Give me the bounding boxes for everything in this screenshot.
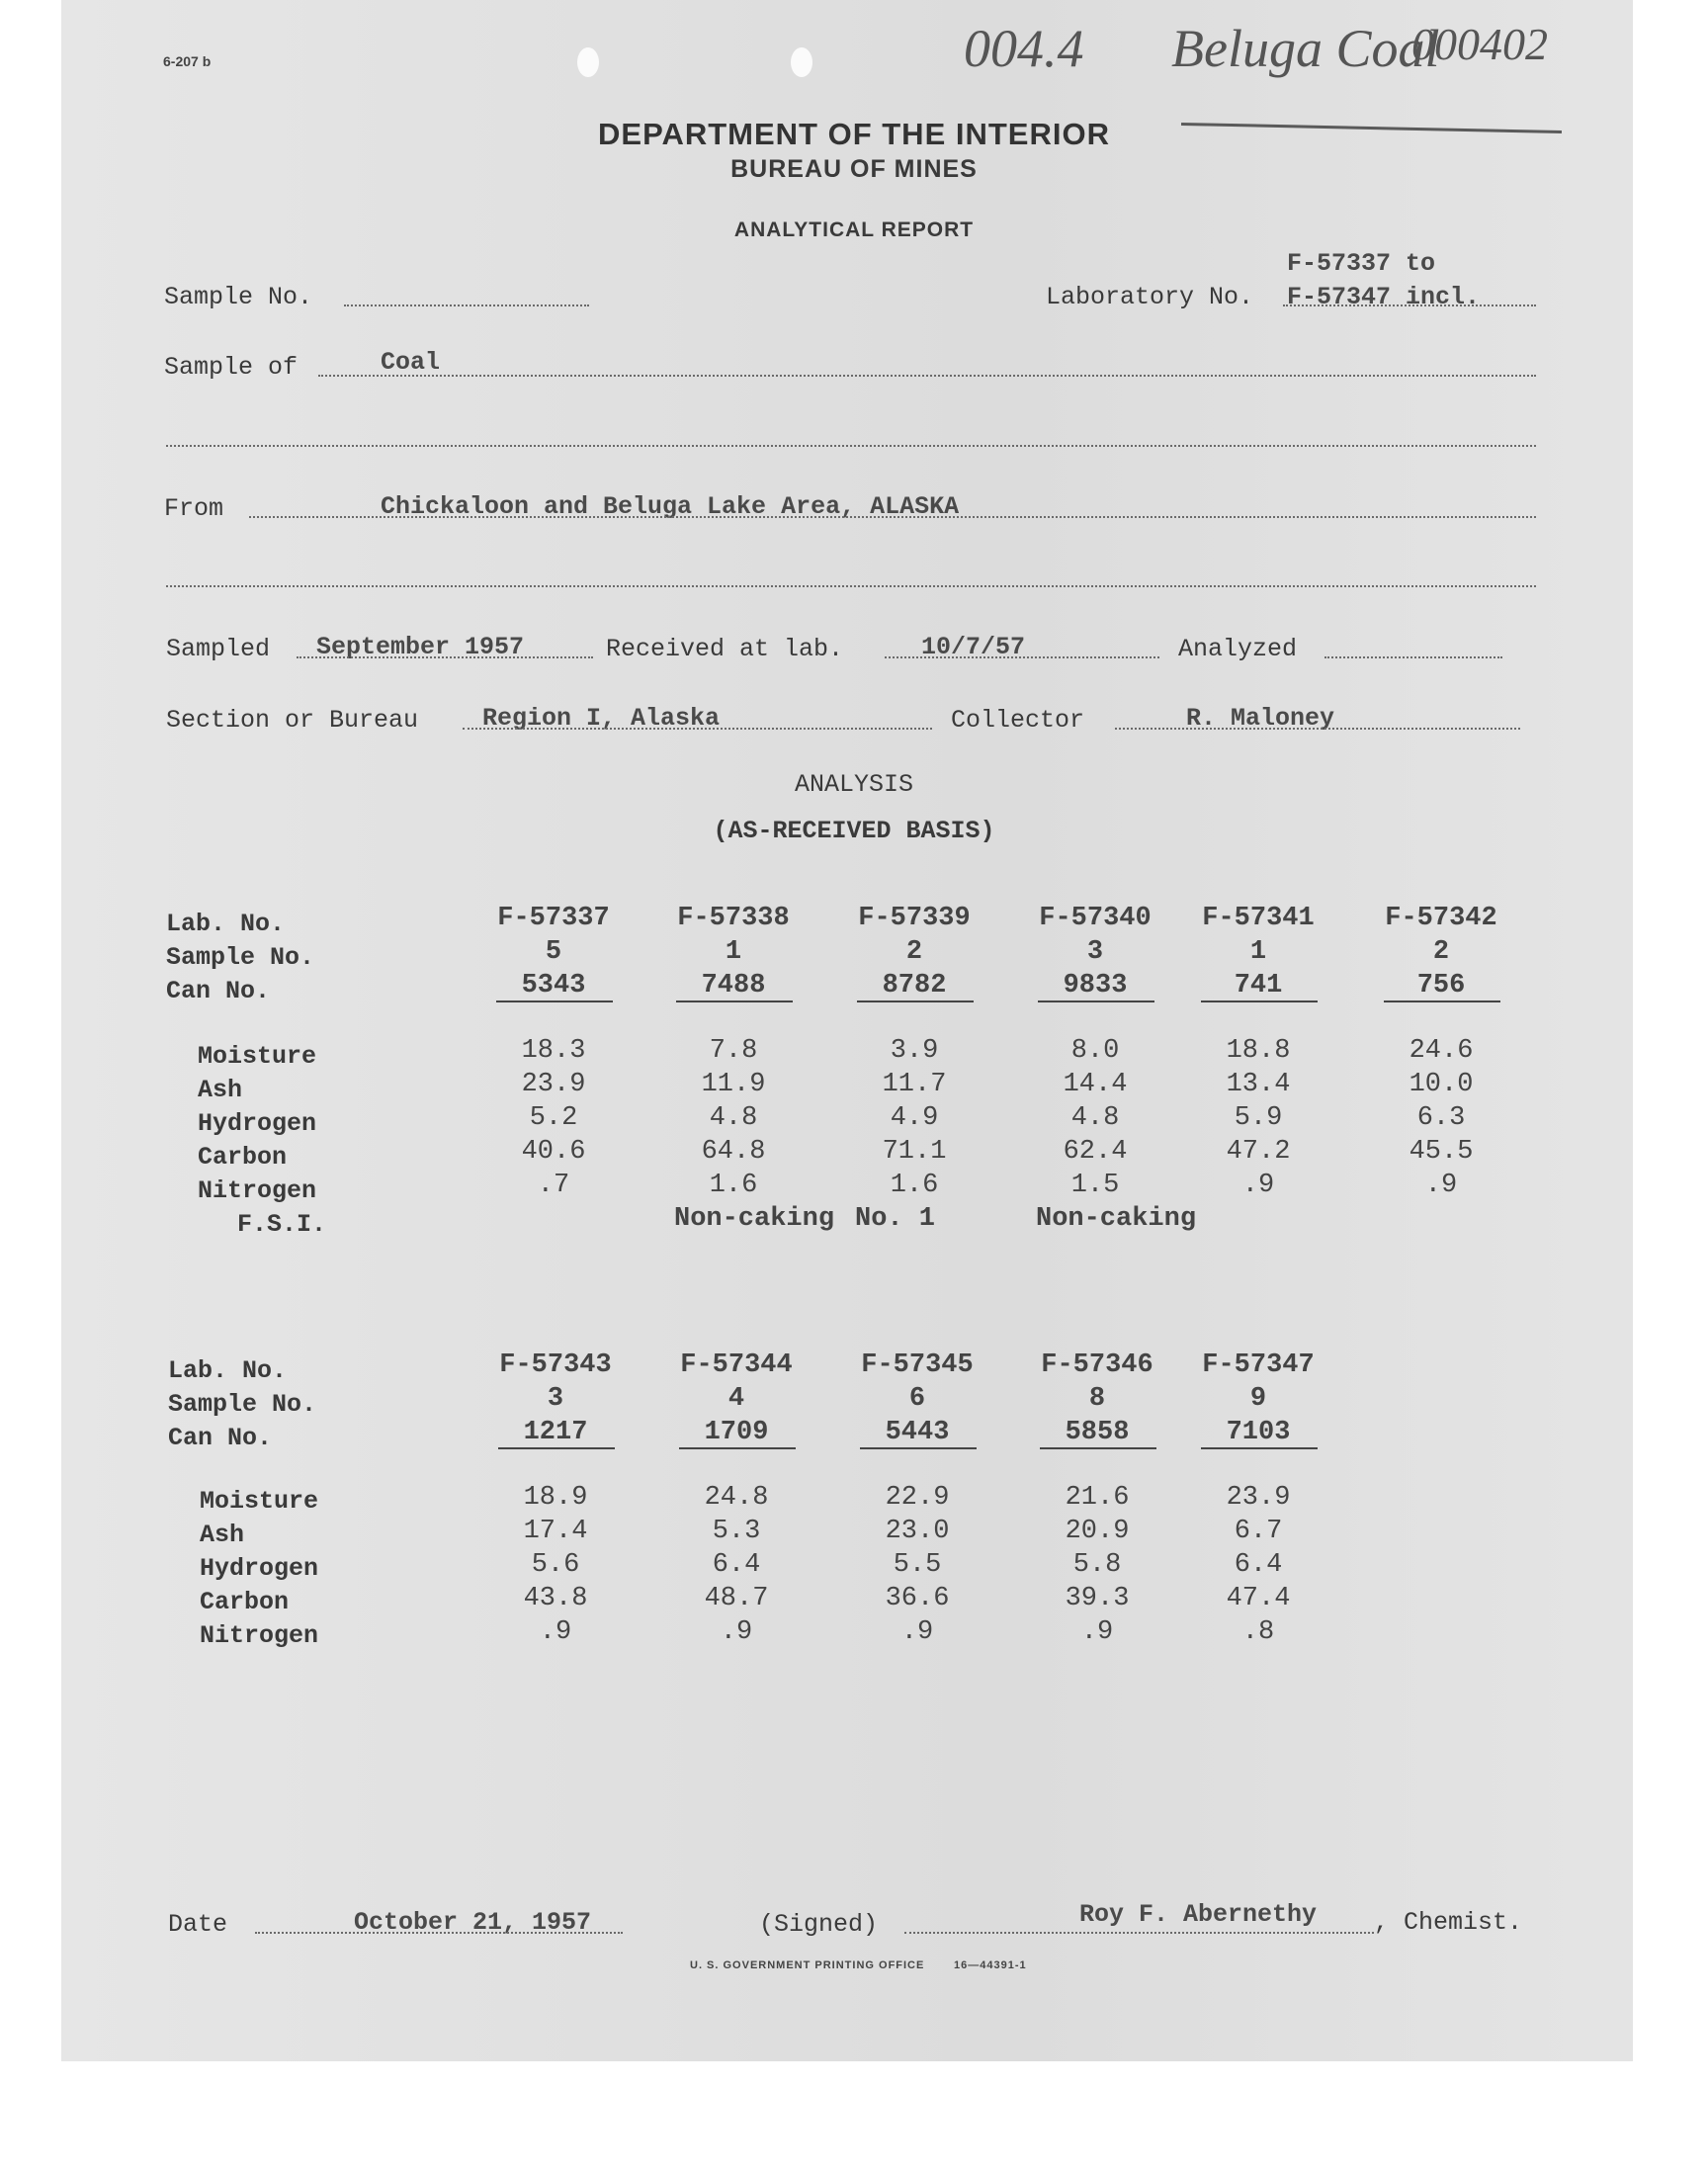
t1-can-underline [1201,1000,1318,1002]
department-title: DEPARTMENT OF THE INTERIOR [598,117,1110,151]
t1-fsi-cell: Non-caking [1036,1204,1197,1234]
t1-carbon-cell: 64.8 [701,1137,766,1167]
analyzed-line [1324,656,1502,658]
t1-hydrogen-cell: 6.3 [1416,1103,1466,1133]
section-label: Section or Bureau [166,706,419,735]
t2-can-underline [1040,1447,1156,1449]
t1-lab-no-cell: F-57340 [1039,904,1152,933]
t1-can-no-cell: 8782 [882,971,947,1000]
t2-sample-no-cell: 8 [1088,1384,1106,1414]
t2-carbon-cell: 43.8 [523,1584,588,1613]
t1-sample-no-cell: 1 [1249,937,1267,967]
from-value: Chickaloon and Beluga Lake Area, ALASKA [381,492,960,521]
t2-nitrogen-cell: .9 [720,1617,753,1647]
sample-no-line [344,304,589,306]
t1-can-no-cell: 5343 [521,971,586,1000]
t1-label-fsi: F.S.I. [237,1210,327,1239]
t2-can-no-cell: 7103 [1226,1418,1291,1447]
t1-sample-no-cell: 5 [545,937,562,967]
t2-moisture-cell: 24.8 [704,1483,769,1513]
t1-carbon-cell: 40.6 [521,1137,586,1167]
t1-moisture-cell: 24.6 [1409,1036,1474,1066]
t1-moisture-cell: 7.8 [709,1036,758,1066]
t1-nitrogen-cell: 1.5 [1070,1171,1120,1200]
t2-label-nitrogen: Nitrogen [200,1621,319,1650]
t1-ash-cell: 13.4 [1226,1070,1291,1099]
t1-carbon-cell: 47.2 [1226,1137,1291,1167]
t2-label-hydrogen: Hydrogen [200,1554,319,1583]
bureau-title: BUREAU OF MINES [730,155,978,183]
date-value: October 21, 1957 [354,1908,592,1937]
section-line [463,728,932,730]
t2-lab-no-cell: F-57346 [1041,1350,1153,1380]
section-value: Region I, Alaska [482,704,721,733]
t2-sample-no-cell: 9 [1249,1384,1267,1414]
collector-label: Collector [951,706,1085,735]
t1-lab-no-cell: F-57339 [858,904,971,933]
analysis-title: ANALYSIS [794,770,914,799]
t2-can-underline [498,1447,615,1449]
signed-value: Roy F. Abernethy [1079,1900,1318,1929]
t2-can-underline [860,1447,977,1449]
t2-nitrogen-cell: .9 [900,1617,934,1647]
t2-carbon-cell: 39.3 [1065,1584,1130,1613]
t1-lab-no-cell: F-57342 [1385,904,1497,933]
t1-moisture-cell: 18.3 [521,1036,586,1066]
t2-label-ash: Ash [200,1521,245,1549]
t1-ash-cell: 14.4 [1063,1070,1128,1099]
t2-nitrogen-cell: .8 [1241,1617,1275,1647]
t1-lab-no-cell: F-57341 [1202,904,1315,933]
t2-hydrogen-cell: 6.4 [712,1550,761,1580]
t1-nitrogen-cell: 1.6 [890,1171,939,1200]
t2-can-no-cell: 5858 [1065,1418,1130,1447]
t1-sample-no-cell: 2 [1432,937,1450,967]
collector-line [1115,728,1520,730]
handwritten-number: 000402 [1411,19,1548,69]
t2-moisture-cell: 22.9 [885,1483,950,1513]
t2-ash-cell: 5.3 [712,1517,761,1546]
sampled-line [297,656,593,658]
t1-moisture-cell: 3.9 [890,1036,939,1066]
t2-carbon-cell: 36.6 [885,1584,950,1613]
t1-label-sample-no: Sample No. [166,943,315,972]
t2-label-moisture: Moisture [200,1487,319,1516]
t1-ash-cell: 11.9 [701,1070,766,1099]
t2-ash-cell: 17.4 [523,1517,588,1546]
t1-ash-cell: 10.0 [1409,1070,1474,1099]
t1-lab-no-cell: F-57338 [677,904,790,933]
handwritten-file-no: 004.4 [964,19,1084,78]
t1-can-no-cell: 741 [1234,971,1283,1000]
signed-line [904,1932,1374,1934]
t2-sample-no-cell: 6 [908,1384,926,1414]
t2-nitrogen-cell: .9 [1080,1617,1114,1647]
t2-label-sample-no: Sample No. [168,1390,317,1419]
from-line-2 [166,585,1536,587]
t2-sample-no-cell: 3 [547,1384,564,1414]
t1-lab-no-cell: F-57337 [497,904,610,933]
t1-hydrogen-cell: 5.9 [1234,1103,1283,1133]
t2-can-underline [679,1447,796,1449]
form-code: 6-207 b [163,53,212,69]
t1-sample-no-cell: 1 [725,937,742,967]
from-line [249,516,1536,518]
t2-hydrogen-cell: 5.6 [531,1550,580,1580]
sampled-value: September 1957 [316,633,525,661]
t1-ash-cell: 11.7 [882,1070,947,1099]
t2-ash-cell: 6.7 [1234,1517,1283,1546]
t1-hydrogen-cell: 4.8 [709,1103,758,1133]
t2-ash-cell: 23.0 [885,1517,950,1546]
t1-label-moisture: Moisture [198,1042,317,1071]
gpo-imprint: U. S. GOVERNMENT PRINTING OFFICE [690,1959,925,1971]
date-label: Date [168,1910,228,1939]
t1-hydrogen-cell: 4.9 [890,1103,939,1133]
t1-label-nitrogen: Nitrogen [198,1176,317,1205]
t1-fsi-cell: No. 1 [855,1204,936,1234]
t2-lab-no-cell: F-57345 [861,1350,974,1380]
from-label: From [164,494,224,523]
t2-lab-no-cell: F-57347 [1202,1350,1315,1380]
report-title: ANALYTICAL REPORT [733,218,975,241]
t1-label-carbon: Carbon [198,1143,288,1172]
t2-hydrogen-cell: 5.5 [893,1550,942,1580]
t2-label-carbon: Carbon [200,1588,290,1616]
signed-label: (Signed) [759,1910,879,1939]
t2-hydrogen-cell: 6.4 [1234,1550,1283,1580]
sample-of-label: Sample of [164,353,299,382]
t2-ash-cell: 20.9 [1065,1517,1130,1546]
lab-no-line [1283,304,1536,306]
handwritten-subject: Beluga Coal [1171,19,1440,78]
analysis-basis: (AS-RECEIVED BASIS) [713,817,995,845]
t1-can-no-cell: 9833 [1063,971,1128,1000]
t1-ash-cell: 23.9 [521,1070,586,1099]
punch-hole [577,47,599,77]
sample-of-value: Coal [381,348,441,377]
t1-hydrogen-cell: 5.2 [529,1103,578,1133]
sampled-label: Sampled [166,635,271,663]
t2-hydrogen-cell: 5.8 [1072,1550,1122,1580]
t1-label-hydrogen: Hydrogen [198,1109,317,1138]
received-label: Received at lab. [606,635,844,663]
received-value: 10/7/57 [921,633,1026,661]
t2-label-can-no: Can No. [168,1424,273,1452]
t2-carbon-cell: 47.4 [1226,1584,1291,1613]
t1-label-lab-no: Lab. No. [166,910,286,938]
sample-of-line-2 [166,445,1536,447]
sample-of-line [318,375,1536,377]
t2-sample-no-cell: 4 [727,1384,745,1414]
t1-fsi-cell: Non-caking [674,1204,835,1234]
t2-can-underline [1201,1447,1318,1449]
lab-no-line1: F-57337 to [1287,249,1436,278]
t2-can-no-cell: 5443 [885,1418,950,1447]
t1-can-underline [857,1000,974,1002]
t1-sample-no-cell: 2 [905,937,923,967]
t1-can-underline [1038,1000,1154,1002]
t2-moisture-cell: 23.9 [1226,1483,1291,1513]
t1-nitrogen-cell: .9 [1424,1171,1458,1200]
t2-can-no-cell: 1217 [523,1418,588,1447]
received-line [885,656,1159,658]
t2-lab-no-cell: F-57344 [680,1350,793,1380]
t2-moisture-cell: 18.9 [523,1483,588,1513]
t1-nitrogen-cell: 1.6 [709,1171,758,1200]
t1-sample-no-cell: 3 [1086,937,1104,967]
t2-nitrogen-cell: .9 [539,1617,572,1647]
lab-no-line2: F-57347 incl. [1287,283,1481,311]
t1-nitrogen-cell: .7 [537,1171,570,1200]
t2-can-no-cell: 1709 [704,1418,769,1447]
t1-hydrogen-cell: 4.8 [1070,1103,1120,1133]
t1-moisture-cell: 8.0 [1070,1036,1120,1066]
t2-label-lab-no: Lab. No. [168,1356,288,1385]
t1-can-underline [1384,1000,1500,1002]
t1-label-ash: Ash [198,1076,243,1104]
t1-carbon-cell: 71.1 [882,1137,947,1167]
t2-carbon-cell: 48.7 [704,1584,769,1613]
t1-carbon-cell: 45.5 [1409,1137,1474,1167]
t1-moisture-cell: 18.8 [1226,1036,1291,1066]
sample-no-label: Sample No. [164,283,313,311]
t2-lab-no-cell: F-57343 [499,1350,612,1380]
t1-can-underline [676,1000,793,1002]
punch-hole [791,47,812,77]
collector-value: R. Maloney [1186,704,1335,733]
t1-can-underline [496,1000,613,1002]
t1-carbon-cell: 62.4 [1063,1137,1128,1167]
t1-can-no-cell: 756 [1416,971,1466,1000]
gpo-number: 16—44391-1 [954,1959,1027,1971]
t1-can-no-cell: 7488 [701,971,766,1000]
t1-label-can-no: Can No. [166,977,271,1005]
date-line [255,1932,623,1934]
t2-moisture-cell: 21.6 [1065,1483,1130,1513]
analyzed-label: Analyzed [1178,635,1298,663]
t1-nitrogen-cell: .9 [1241,1171,1275,1200]
lab-no-label: Laboratory No. [1046,283,1254,311]
chemist-title: , Chemist. [1374,1908,1523,1937]
